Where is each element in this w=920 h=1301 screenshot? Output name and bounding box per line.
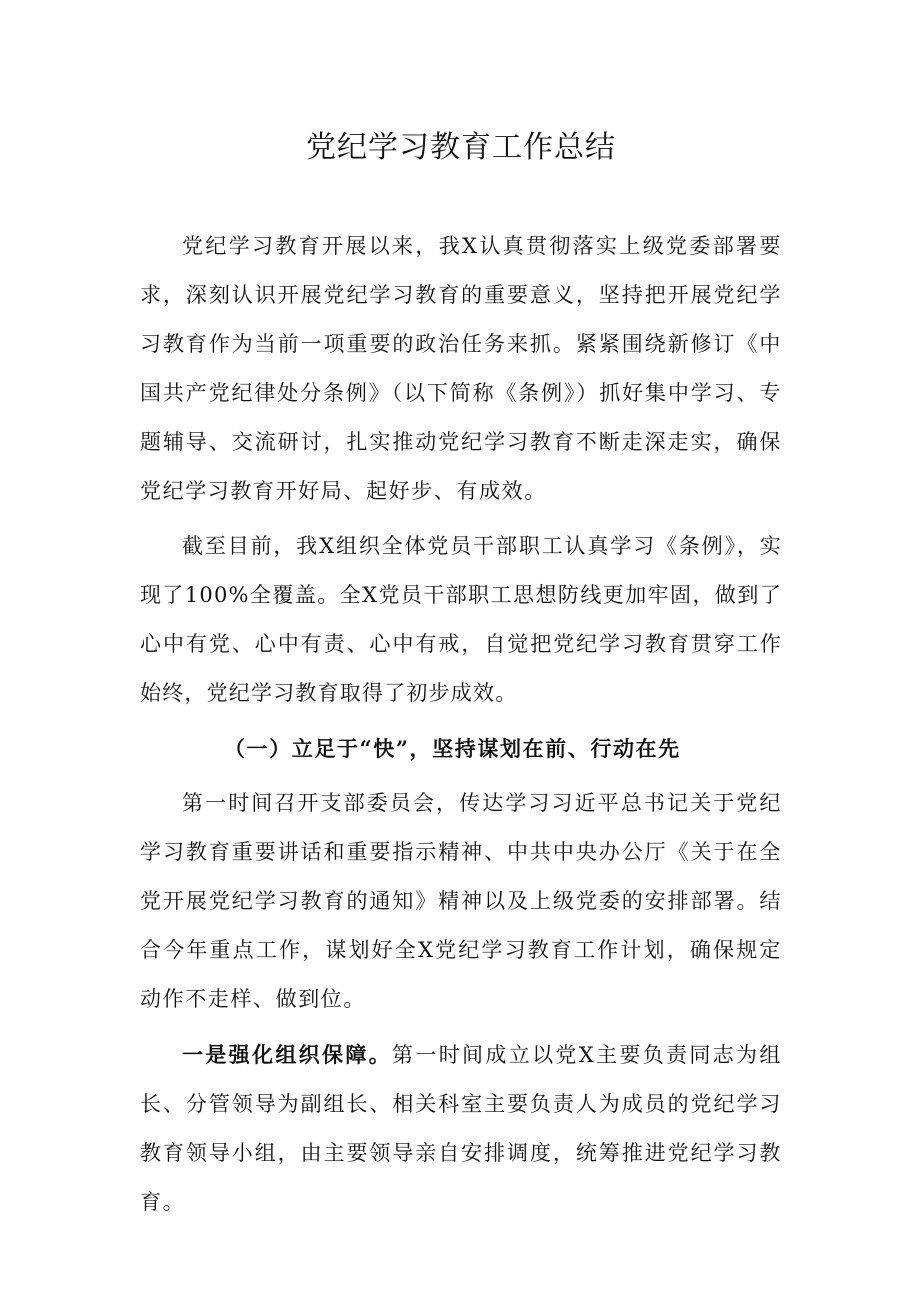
point-text: 第一时间成立以党X主要负责同志为组长、分管领导为副组长、相关科室主要负责人为成员的党纪学习教育领导小组，由主要领导亲自安排调度，统筹推进党纪学习教育。 [140,1043,782,1214]
progress-paragraph: 截至目前，我X组织全体党员干部职工认真学习《条例》，实现了100%全覆盖。全X党员干部职工思想防线更加牢固，做到了心中有党、心中有责、心中有戒，自觉把党纪学习教育贯穿工作始终，党纪学习教育取得了初步成效。 [140,534,782,705]
intro-paragraph: 党纪学习教育开展以来，我X认真贯彻落实上级党委部署要求，深刻认识开展党纪学习教育的重要意义，坚持把开展党纪学习教育作为当前一项重要的政治任务来抓。紧紧围绕新修订《中国共产党纪律处分条例》（以下简称《条例》）抓好集中学习、专题辅导、交流研讨，扎实推动党纪学习教育不断走深走实，确保党纪学习教育开好局、起好步、有成效。 [140,234,782,503]
point-paragraph [140,1030,782,1227]
point-lead: 一是强化组织保障。 [182,1042,393,1067]
section-heading: （一）立足于“快”，坚持谋划在前、行动在先 [224,736,681,761]
document-title: 党纪学习教育工作总结 [306,130,616,165]
section-paragraph: 第一时间召开支部委员会，传达学习习近平总书记关于党纪学习教育重要讲话和重要指示精神、中共中央办公厅《关于在全党开展党纪学习教育的通知》精神以及上级党委的安排部署。结合今年重点工作，谋划好全X党纪学习教育工作计划，确保规定动作不走样、做到位。 [140,791,782,1011]
